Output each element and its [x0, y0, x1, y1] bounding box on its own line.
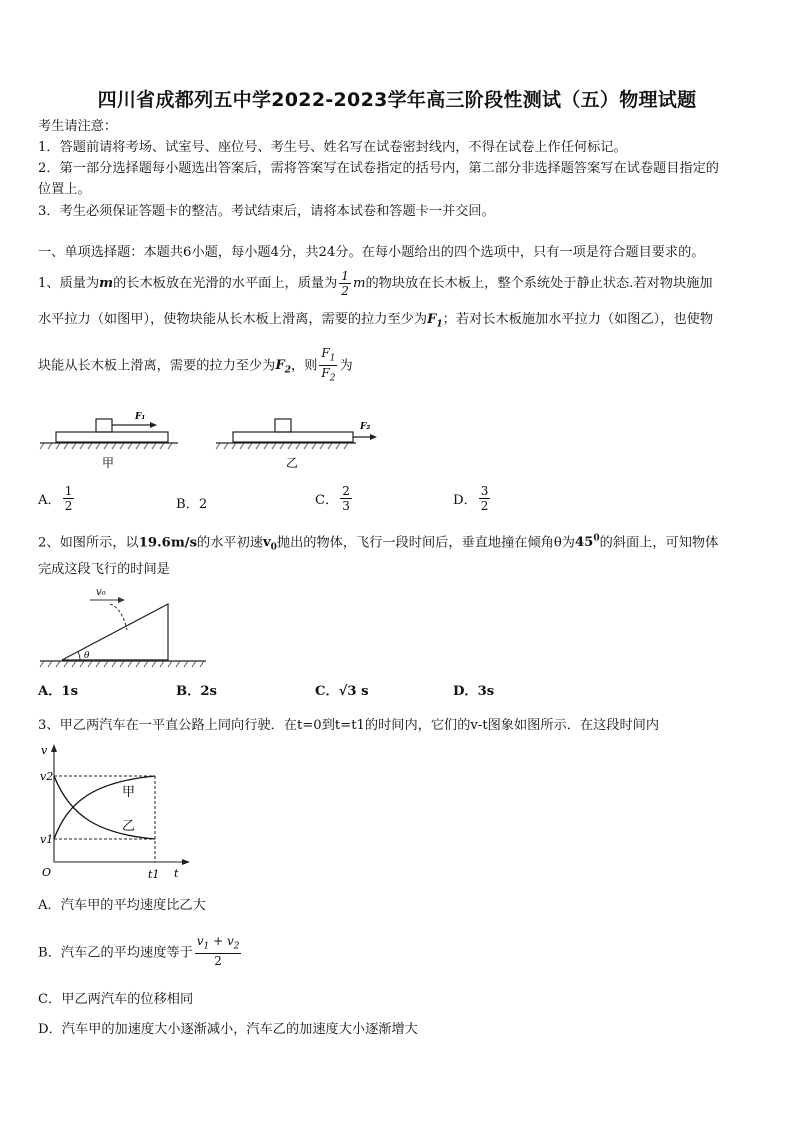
q2-option-d-label: D．: [453, 684, 478, 699]
arrow-f2-head: [370, 434, 377, 440]
q2-option-b[interactable]: [176, 680, 217, 699]
q3-option-b-fraction: [195, 934, 242, 968]
curve-yi: [54, 776, 155, 839]
q1-m2: m: [352, 276, 366, 291]
figure-yi: [216, 419, 377, 470]
ground-yi-hatch: [216, 443, 348, 449]
t-axis-arrow: [182, 859, 190, 865]
origin-label: O: [42, 866, 52, 879]
q2-option-d-value: 3s: [477, 684, 495, 699]
q2-text-d: 的斜面上，可知物体: [599, 535, 719, 551]
q1-option-c-fraction: [340, 484, 352, 513]
q1-option-d-num: 3: [480, 484, 489, 498]
curve-jia: [54, 776, 155, 839]
q2-v0: $v_0$: [262, 535, 277, 554]
notice-item-2: 2．第一部分选择题每小题选出答案后，需将答案写在试卷指定的括号内，第二部分非选择题答案写在试卷题目指定的: [38, 161, 719, 176]
v1-label: v1: [40, 833, 54, 846]
q1-option-c-label: C．: [315, 493, 339, 508]
block-yi: [275, 419, 291, 432]
q1-text-c: 的物块放在长木板上，整个系统处于静止状态.若对物块施加: [365, 276, 713, 291]
q1-option-d-label: D．: [453, 493, 477, 508]
q1-text-b: 的长木板放在光滑的水平面上，质量为: [113, 276, 338, 291]
q1-option-c[interactable]: [315, 484, 354, 513]
label-f2: F₂: [360, 422, 371, 432]
t1-label: t1: [148, 868, 160, 880]
label-f1: F₁: [135, 412, 146, 422]
q1-F1: $F_1$: [427, 312, 443, 330]
v0-label: v₀: [96, 587, 106, 598]
q3-option-a[interactable]: A．汽车甲的平均速度比乙大: [38, 898, 206, 913]
notice-item-3: 3．考生必须保证答题卡的整洁。考试结束后，请将本试卷和答题卡一并交回。: [38, 204, 495, 219]
arrow-f1-head: [150, 422, 157, 428]
q1-option-a-fraction: [63, 484, 75, 513]
q2-option-a-value: 1s: [61, 684, 79, 699]
q2-text-c: 抛出的物体，飞行一段时间后，垂直地撞在倾角θ为: [276, 535, 575, 551]
q2-angle-value: 45: [574, 535, 594, 551]
q1-half-den: 2: [341, 284, 349, 298]
label-yi: 乙: [286, 456, 299, 470]
q1-option-d[interactable]: [453, 484, 492, 513]
q1-ratio-fraction: [319, 346, 337, 386]
notice-item-1: 1．答题前请将考场、试室号、座位号、考生号、姓名写在试卷密封线内，不得在试卷上作任何标记。: [38, 140, 627, 155]
notice-item-2-cont: 位置上。: [38, 182, 91, 197]
q1-line-3: [38, 346, 353, 391]
q3-option-d[interactable]: D．汽车甲的加速度大小逐渐减小，汽车乙的加速度大小逐渐增大: [38, 1022, 418, 1037]
page-title: 四川省成都列五中学2022-2023学年高三阶段性测试（五）物理试题: [97, 89, 697, 111]
q2-option-c-label: C．: [315, 684, 339, 699]
q1-half-num: 1: [341, 269, 349, 283]
q1-F2: $F_2$: [275, 358, 292, 377]
ground-jia-hatch: [40, 443, 172, 449]
q1-text-h: 为: [339, 358, 353, 374]
q2-option-a[interactable]: [38, 680, 78, 699]
q2-option-b-label: B．: [176, 684, 201, 699]
v0-arrow-head: [118, 597, 125, 603]
q1-option-a-label: A．: [38, 493, 61, 508]
label-jia: 甲: [102, 456, 115, 470]
q3-option-c[interactable]: C．甲乙两汽车的位移相同: [38, 992, 194, 1007]
jia-label: 甲: [122, 785, 136, 800]
t-axis-label: t: [174, 867, 179, 880]
q2-ground-hatch: [40, 661, 204, 667]
theta-label: θ: [84, 651, 90, 661]
q1-text-a: 1、质量为: [38, 276, 100, 291]
q2-option-b-value: 2s: [200, 684, 217, 699]
block-jia: [96, 419, 112, 432]
board-yi: [233, 432, 353, 442]
q2-option-d[interactable]: [453, 680, 494, 699]
section-heading: 一、单项选择题：本题共6小题，每小题4分，共24分。在每小题给出的四个选项中，只有一项是符合题目要求的。: [38, 245, 705, 260]
figure-jia: [40, 412, 178, 470]
incline: [62, 604, 168, 660]
q2-line-2: 完成这段飞行的时间是: [38, 562, 170, 577]
q2-angle: $45^0$: [574, 534, 600, 551]
q1-option-b-value: 2: [198, 497, 208, 512]
q1-text-d: 水平拉力（如图甲），使物块能从长木板上滑离，需要的拉力至少为: [38, 312, 428, 327]
q3-option-b-den: 2: [214, 954, 222, 969]
q3-option-b-text: B．汽车乙的平均速度等于: [38, 945, 193, 961]
q1-text-e: ；若对长木板施加水平拉力（如图乙），也使物: [442, 312, 714, 327]
q3-option-b-num: $v_1 + v_2$: [195, 934, 242, 954]
q1-option-c-num: 2: [342, 484, 350, 498]
q1-ratio-num: $F_1$: [319, 346, 337, 366]
q1-option-a[interactable]: [38, 484, 76, 513]
q1-half-fraction: [339, 269, 351, 298]
trajectory: [110, 604, 127, 630]
theta-arc: [78, 652, 80, 660]
q2-text-b: 的水平初速: [197, 535, 263, 551]
q1-option-a-num: 1: [64, 484, 73, 498]
q1-option-b-label: B．: [176, 497, 199, 512]
q1-text-g: ，则: [291, 358, 318, 374]
q3-option-b[interactable]: [38, 934, 243, 968]
yi-label: 乙: [122, 819, 136, 834]
notice-heading: 考生请注意：: [38, 119, 118, 134]
q1-option-a-den: 2: [64, 499, 73, 513]
vt-chart: [38, 740, 198, 880]
q2-option-c-value: √3 s: [338, 684, 369, 699]
q3-line-1: 3、甲乙两汽车在一平直公路上同向行驶．在t=0到t=t1的时间内，它们的v-t图象如图所示．在这段时间内: [38, 718, 660, 733]
v-axis-label: v: [41, 744, 48, 757]
q1-m: m: [99, 276, 114, 291]
q1-option-c-den: 3: [342, 499, 350, 513]
q1-text-f: 块能从长木板上滑离，需要的拉力至少为: [38, 358, 276, 374]
v2-label: v2: [40, 770, 54, 783]
q1-line-1: [38, 266, 713, 302]
q2-option-a-label: A．: [38, 684, 62, 699]
q1-figure: [38, 405, 378, 475]
q1-option-b[interactable]: [176, 493, 207, 512]
q2-text-a: 2、如图所示，以: [38, 535, 139, 551]
q1-option-d-den: 2: [480, 499, 489, 513]
q2-speed: 19.6m/s: [138, 535, 198, 551]
q2-line-1: [38, 530, 718, 557]
q2-figure: [38, 584, 213, 669]
q1-line-2: [38, 311, 713, 334]
board-jia: [56, 432, 168, 442]
q2-option-c[interactable]: [315, 680, 369, 699]
q1-option-d-fraction: [479, 484, 491, 513]
v-axis-arrow: [51, 744, 57, 752]
q1-ratio-den: $F_2$: [321, 366, 336, 384]
